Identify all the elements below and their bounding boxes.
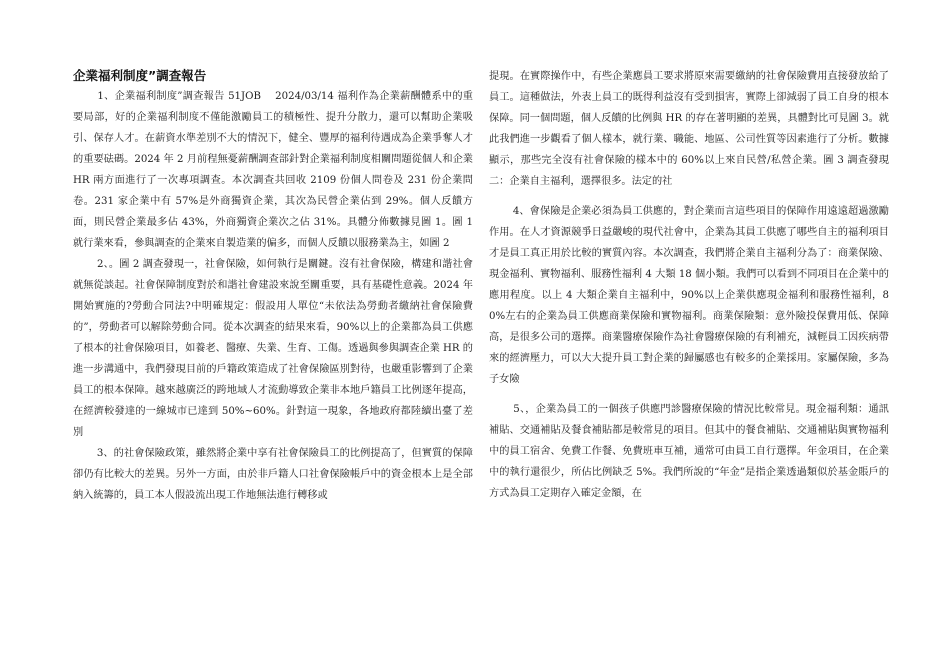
paragraph-4: 4、會保險是企業必須為員工供應的，對企業而言這些項目的保障作用遠遠超過激勵作用。在人才資源競爭日益嚴峻的現代社會中，企業為其員工供應了哪些自主的福利項目才是員工真正用於比較的實質內容。本次調查，我們將企業自主福利分為了：商業保險、現金福利、實物福利、服務性福利 4 大類 18 個小類。我們可以看到不同項目在企業中的應用程度。以上 4 大類企業自主福利中，90%以上企業供應現金福利和服務性福利，80%左右的企業為員工供應商業保險和實物福利。商業保險類：意外險投保費用低、保障高，是很多公司的選擇。商業醫療保險作為社會醫療保險的有利補充，減輕員工因疾病帶來的經濟壓力，可以大大提升員工對企業的歸屬感也有較多的企業採用。家屬保險，多為子女險: [489, 206, 889, 385]
paragraph-3: 3、的社會保險政策，雖然將企業中享有社會保險員工的比例提高了，但實質的保障卻仍有比較大的差異。另外一方面，由於非戶籍人口社會保險帳戶中的資金根本上是全部納入統籌的，員工本人假設流出現工作地無法進行轉移或: [73, 448, 473, 501]
paragraph-3-continued: 提現。在實際操作中，有些企業應員工要求將原來需要繳納的社會保險費用直接發放給了員工。這種做法，外表上員工的既得利益沒有受到損害，實際上卻減弱了員工自身的根本保障。同一個問題，個人反饋的比例與 HR 的存在著明顯的差異，具體對比可見圖 3。就此我們進一步觀看了個人樣本，就行業、職能、地區、公司性質等因素進行了分析。數據顯示，那些完全沒有社會保險的樣本中的 60%以上來自民營/私營企業。圖 3 調查發現二：企業自主福利，選擇很多。法定的社: [489, 71, 889, 187]
paragraph-1: 1、企業福利制度”調查報告 51JOB 2024/03/14 福利作為企業薪酬體系中的重要局部，好的企業福利制度不僅能激勵員工的積極性、提升分散力，還可以幫助企業吸引、保存人才。在薪資水準差別不大的情況下，健全、豐厚的福利待遇成為企業爭奪人才的重要砝碼。2024 年 2 月前程無憂薪酬調查部針對企業福利制度相關問題從個人和企業 HR 兩方面進行了一次專項調查。本次調查共回收 2109 份個人問卷及 231 份企業問卷。231 家企業中有 57%是外商獨資企業，其次為民營企業佔到 29%。個人反饋方面，則民營企業最多佔 43%，外商獨資企業次之佔 31%。具體分佈數據見圖 1。圖 1 就行業來看，參與調查的企業來自製造業的偏多，而個人反饋以服務業為主，如圖 2: [73, 91, 473, 249]
paragraph-5: 5、，企業為員工的一個孩子供應門診醫療保險的情況比較常見。現金福利類：通訊補貼、交通補貼及餐食補貼都是較常見的項目。但其中的餐食補貼、交通補貼與實物福利中的員工宿舍、免費工作餐、免費班車互補，通常可由員工自行選擇。年金項目，在企業中的執行還很少，所佔比例缺乏 5%。我們所說的“年金”是指企業透過類似於基金賬戶的方式為員工定期存入確定金額，在: [489, 404, 889, 499]
right-column: [489, 66, 889, 504]
left-column: [73, 66, 473, 506]
paragraph-2: 2、。圖 2 調查發現一，社會保險，如何執行是關鍵。沒有社會保險，構建和諧社會就無從談起。社會保障制度對於和諧社會建設來說至關重要，具有基礎性意義。2024 年開始實施的?勞動合同法?中明確規定：假設用人單位“未依法為勞動者繳納社會保險費的”，勞動者可以解除勞動合同。從本次調查的結果來看，90%以上的企業都為員工供應了根本的社會保險項目，如養老、醫療、失業、生育、工傷。透過與參與調查企業 HR 的進一步溝通中，我們發現目前的戶籍政策造成了社會保險區別對待，也嚴重影響到了企業員工的根本保障。越來越廣泛的跨地域人才流動導致企業非本地戶籍員工比例逐年提高，在經濟較發達的一線城市已達到 50%~60%。針對這一現象，各地政府都陸續出臺了差別: [73, 259, 473, 438]
document-title: 企業福利制度”調查報告: [73, 68, 207, 83]
